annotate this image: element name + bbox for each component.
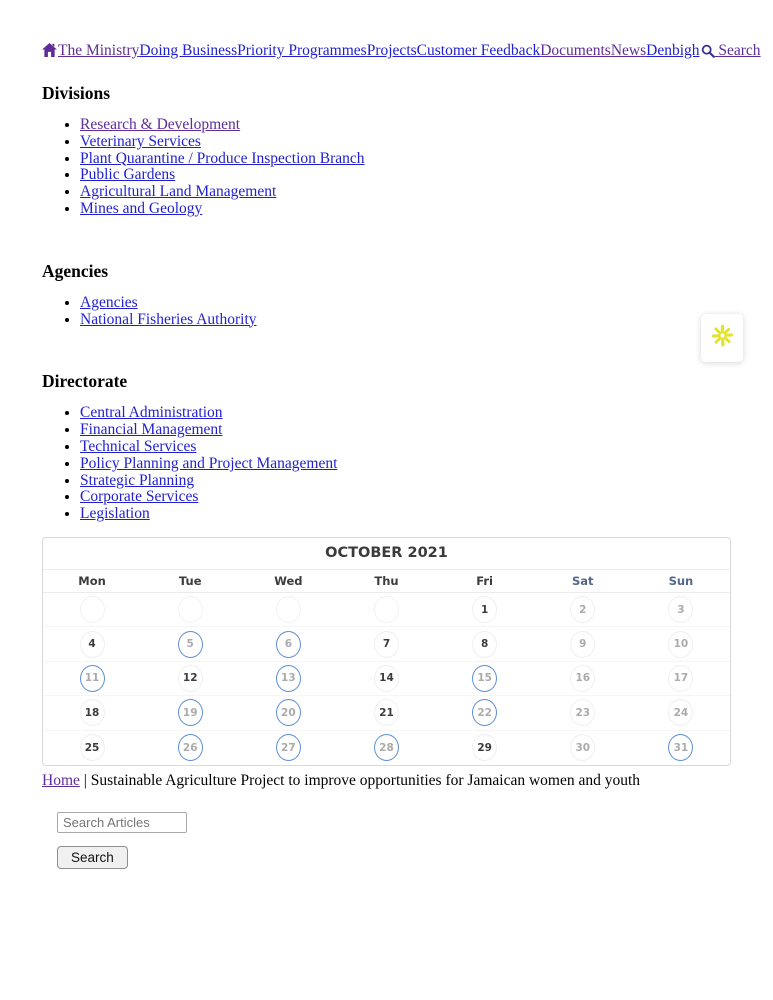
calendar-day: 24 — [632, 696, 730, 730]
nav-link-documents[interactable]: Documents — [540, 42, 611, 59]
directorate-link-central-administration[interactable]: Central Administration — [80, 404, 223, 422]
calendar-day: 25 — [43, 731, 141, 765]
day-header: Tue — [178, 573, 202, 588]
breadcrumb — [42, 772, 731, 789]
calendar-day: 9 — [534, 627, 632, 661]
home-link[interactable] — [42, 42, 139, 59]
divisions-heading: Divisions — [42, 83, 111, 103]
list-item — [80, 489, 731, 506]
calendar-day-event: 11 — [43, 662, 141, 696]
search-articles-input[interactable] — [57, 812, 187, 833]
directorate-link-strategic-planning[interactable]: Strategic Planning — [80, 471, 195, 489]
division-link-research-development[interactable]: Research & Development — [80, 116, 241, 133]
nav-link-doing-business[interactable]: Doing Business — [139, 42, 238, 59]
day-header: Thu — [374, 573, 399, 588]
calendar-day — [337, 593, 435, 627]
calendar-day: 21 — [337, 696, 435, 730]
calendar-day: 16 — [534, 662, 632, 696]
calendar-day: 10 — [632, 627, 730, 661]
list-item — [80, 117, 731, 134]
calendar-day-event: 26 — [141, 731, 239, 765]
search-articles-button[interactable]: Search — [57, 846, 128, 869]
calendar-day: 1 — [436, 593, 534, 627]
list-item — [80, 184, 731, 201]
calendar-day: 30 — [534, 731, 632, 765]
nav-link-news[interactable]: News — [610, 42, 647, 59]
day-header: Sun — [668, 573, 694, 588]
directorate-link-technical-services[interactable]: Technical Services — [80, 437, 197, 455]
calendar-day: 29 — [436, 731, 534, 765]
division-link-public-gardens[interactable]: Public Gardens — [80, 166, 176, 184]
calendar-day-event: 6 — [239, 627, 337, 661]
agency-link-agencies[interactable]: Agencies — [80, 293, 138, 311]
directorate-link-legislation[interactable]: Legislation — [80, 505, 150, 523]
directorate-list — [42, 405, 731, 523]
calendar-day: 14 — [337, 662, 435, 696]
agency-link-national-fisheries[interactable]: National Fisheries Authority — [80, 310, 257, 328]
calendar-day: 8 — [436, 627, 534, 661]
calendar-day — [141, 593, 239, 627]
calendar-day-event: 5 — [141, 627, 239, 661]
division-link-veterinary-services[interactable]: Veterinary Services — [80, 132, 201, 150]
divisions-list — [42, 117, 731, 218]
calendar-day-event: 28 — [337, 731, 435, 765]
calendar-day — [43, 593, 141, 627]
agencies-list — [42, 295, 731, 329]
accessibility-widget-button[interactable] — [701, 314, 743, 362]
asterisk-spinner-icon — [709, 322, 736, 354]
calendar-day-event: 31 — [632, 731, 730, 765]
calendar-day: 7 — [337, 627, 435, 661]
list-item — [80, 422, 731, 439]
page-title: Sustainable Agriculture Project to improve opportunities for Jamaican women and youth — [90, 771, 641, 789]
calendar-day: 3 — [632, 593, 730, 627]
list-item — [80, 134, 731, 151]
calendar-day — [239, 593, 337, 627]
nav-search-link[interactable]: Search — [700, 42, 761, 59]
calendar-day-event: 19 — [141, 696, 239, 730]
search-icon — [701, 44, 715, 63]
calendar-day-event: 20 — [239, 696, 337, 730]
directorate-link-policy-planning[interactable]: Policy Planning and Project Management — [80, 454, 338, 472]
calendar-day: 17 — [632, 662, 730, 696]
calendar-day: 18 — [43, 696, 141, 730]
list-item — [80, 312, 731, 329]
nav-link-customer-feedback[interactable]: Customer Feedback — [416, 42, 541, 59]
calendar-day-event: 22 — [436, 696, 534, 730]
day-header: Fri — [476, 573, 493, 588]
list-item — [80, 167, 731, 184]
calendar-day: 23 — [534, 696, 632, 730]
top-navigation — [42, 42, 761, 63]
nav-link-denbigh[interactable]: Denbigh — [646, 42, 700, 59]
calendar-grid — [43, 593, 730, 765]
calendar-day-event: 27 — [239, 731, 337, 765]
list-item — [80, 151, 731, 168]
calendar-day-event: 13 — [239, 662, 337, 696]
agencies-heading: Agencies — [42, 260, 109, 281]
calendar-day: 2 — [534, 593, 632, 627]
list-item — [80, 506, 731, 523]
nav-link-the-ministry: The Ministry — [58, 42, 140, 59]
directorate-link-financial-management[interactable]: Financial Management — [80, 421, 223, 439]
breadcrumb-separator: | — [83, 771, 87, 789]
list-item — [80, 439, 731, 456]
events-calendar — [42, 537, 731, 766]
home-icon — [42, 43, 57, 62]
calendar-day-event: 15 — [436, 662, 534, 696]
calendar-day: 4 — [43, 627, 141, 661]
division-link-mines-geology[interactable]: Mines and Geology — [80, 199, 203, 217]
day-header: Mon — [78, 573, 106, 588]
list-item — [80, 405, 731, 422]
article-search — [57, 812, 731, 869]
division-link-plant-quarantine[interactable]: Plant Quarantine / Produce Inspection Branch — [80, 149, 365, 167]
calendar-day: 12 — [141, 662, 239, 696]
day-header: Wed — [274, 573, 303, 588]
breadcrumb-home-link[interactable]: Home — [42, 771, 80, 789]
calendar-day-headers — [43, 570, 730, 593]
list-item — [80, 473, 731, 490]
list-item — [80, 456, 731, 473]
day-header: Sat — [572, 573, 594, 588]
directorate-heading: Directorate — [42, 371, 128, 392]
list-item — [80, 201, 731, 218]
calendar-month-title: OCTOBER 2021 — [43, 538, 730, 570]
list-item — [80, 295, 731, 312]
nav-link-priority-programmes[interactable]: Priority Programmes — [237, 42, 367, 59]
nav-link-projects[interactable]: Projects — [366, 42, 417, 59]
division-link-agricultural-land[interactable]: Agricultural Land Management — [80, 183, 277, 201]
directorate-link-corporate-services[interactable]: Corporate Services — [80, 488, 199, 506]
